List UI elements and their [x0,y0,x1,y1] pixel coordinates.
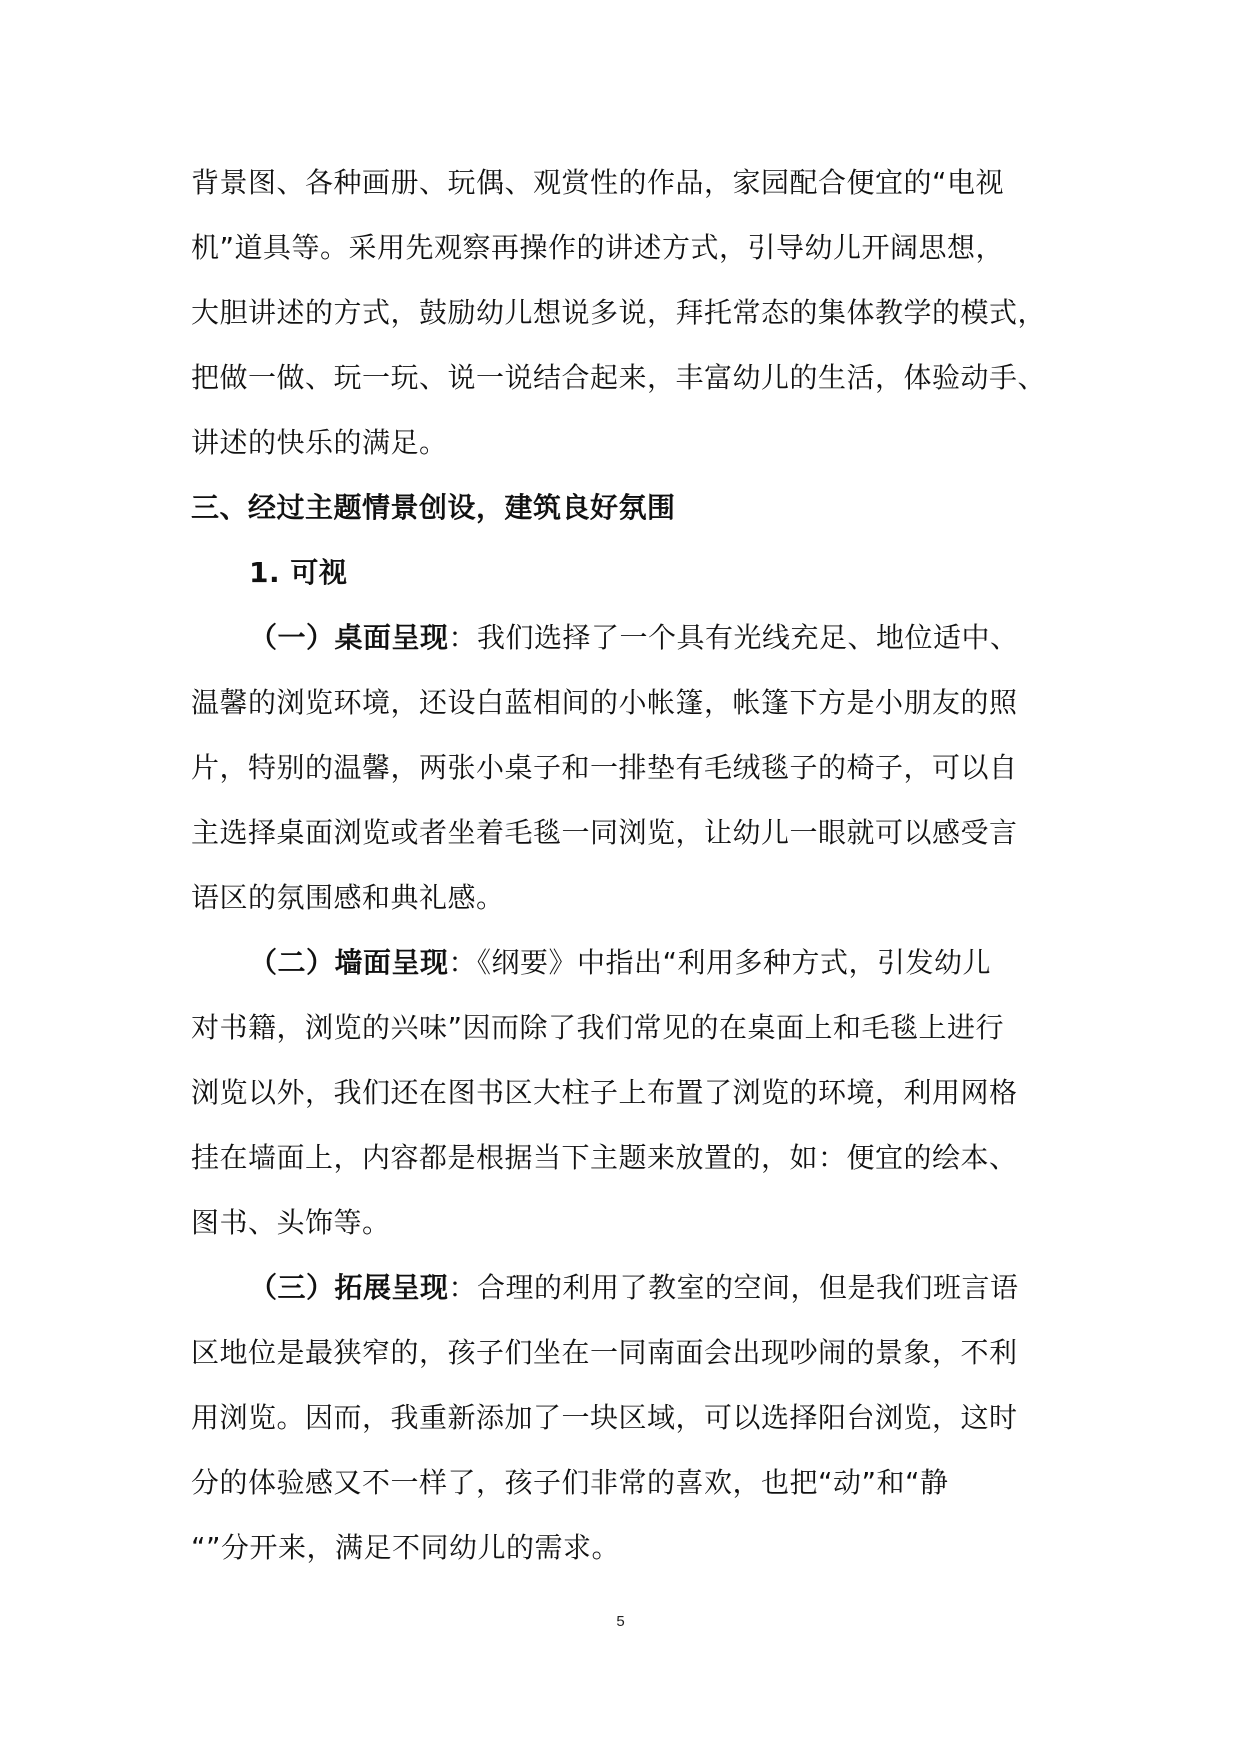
text-line: 温馨的浏览环境，还设白蓝相间的小帐篷，帐篷下方是小朋友的照 [191,686,1018,719]
paragraph-first-line [191,930,1051,995]
text-line: 挂在墙面上，内容都是根据当下主题来放置的，如：便宜的绘本、 [191,1141,1018,1174]
paragraph-text: ：《纲要》中指出“利用多种方式，引发幼儿 [448,946,992,979]
subheading: 1. 可视 [249,556,348,589]
section-heading: 三、经过主题情景创设，建筑良好氛围 [191,491,676,524]
paragraph-text: ：合理的利用了教室的空间，但是我们班言语 [448,1271,1019,1304]
text-line: “”分开来，满足不同幼儿的需求。 [191,1531,621,1564]
paragraph-first-line [191,605,1051,670]
text-line: 讲述的快乐的满足。 [191,426,448,459]
text-line: 语区的氛围感和典礼感。 [191,881,505,914]
paragraph-label: （三）拓展呈现 [249,1271,449,1304]
text-line: 片，特别的温馨，两张小桌子和一排垫有毛绒毯子的椅子，可以自 [191,751,1018,784]
text-line: 图书、头饰等。 [191,1206,391,1239]
text-line: 大胆讲述的方式，鼓励幼儿想说多说，拜托常态的集体教学的模式， [191,296,1047,329]
text-line: 区地位是最狭窄的，孩子们坐在一同南面会出现吵闹的景象，不利 [191,1336,1018,1369]
document-body [191,150,1051,1580]
text-line: 主选择桌面浏览或者坐着毛毯一同浏览，让幼儿一眼就可以感受言 [191,816,1018,849]
paragraph-label: （二）墙面呈现 [249,946,449,979]
text-line: 用浏览。因而，我重新添加了一块区域，可以选择阳台浏览，这时 [191,1401,1018,1434]
text-line: 机”道具等。采用先观察再操作的讲述方式，引导幼儿开阔思想， [191,231,1005,264]
text-line: 把做一做、玩一玩、说一说结合起来，丰富幼儿的生活，体验动手、 [191,361,1047,394]
text-line: 分的体验感又不一样了，孩子们非常的喜欢，也把“动”和“静 [191,1466,949,1499]
paragraph-text: ：我们选择了一个具有光线充足、地位适中、 [448,621,1019,654]
text-line: 对书籍，浏览的兴味”因而除了我们常见的在桌面上和毛毯上进行 [191,1011,1005,1044]
paragraph-first-line [191,1255,1051,1320]
page-number: 5 [616,1613,625,1630]
paragraph-label: （一）桌面呈现 [249,621,449,654]
text-line: 背景图、各种画册、玩偶、观赏性的作品，家园配合便宜的“电视 [191,166,1005,199]
text-line: 浏览以外，我们还在图书区大柱子上布置了浏览的环境，利用网格 [191,1076,1018,1109]
